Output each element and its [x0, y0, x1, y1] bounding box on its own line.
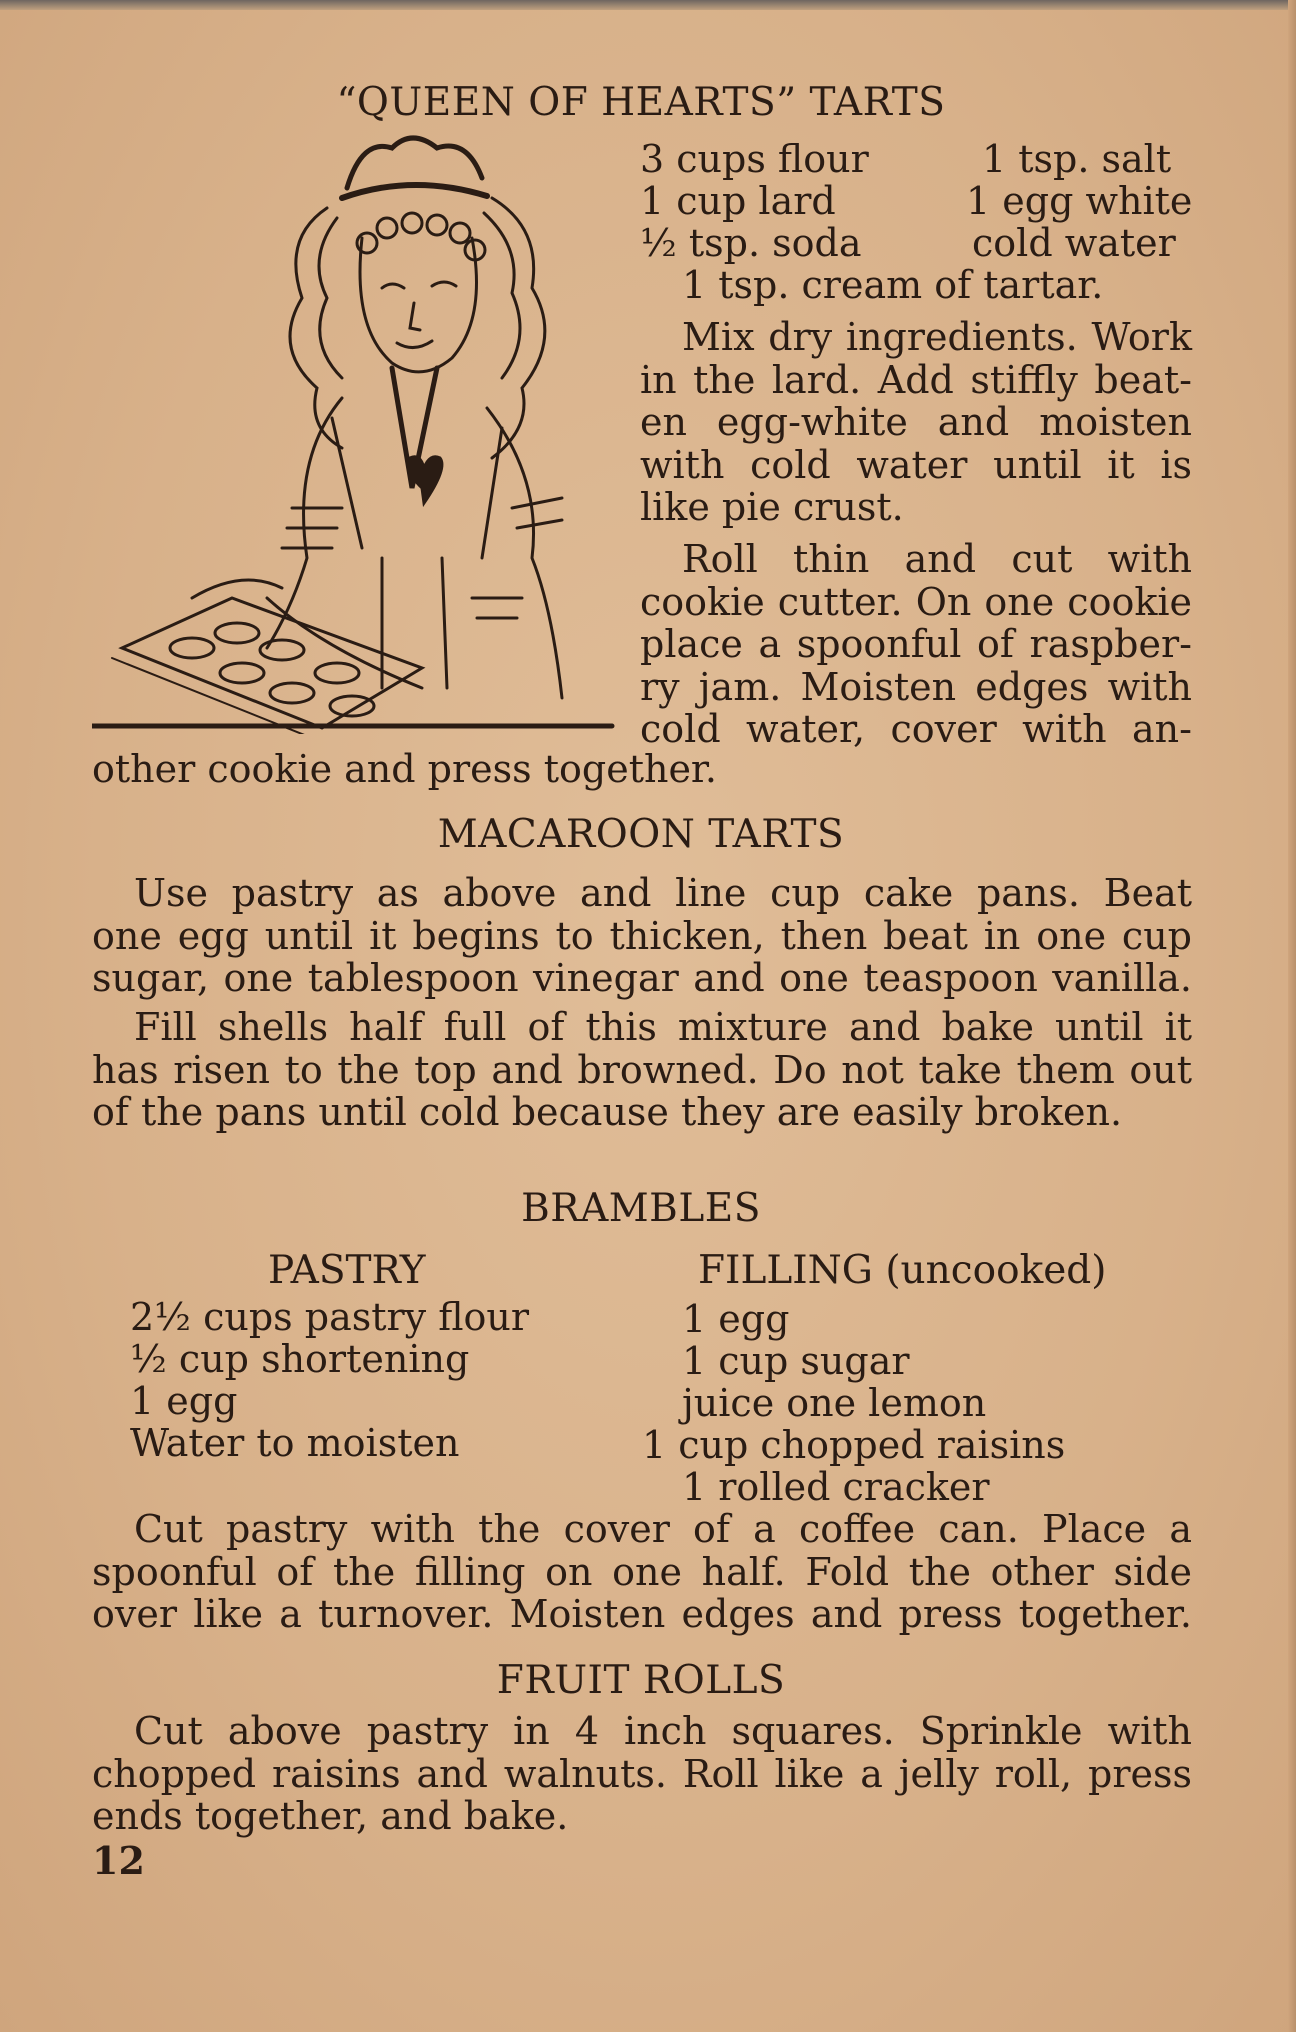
text-line: one egg until it begins to thicken, then beat in one cup — [92, 913, 1192, 958]
queen-ingredient: 1 tsp. salt — [982, 137, 1172, 181]
brambles-method — [92, 1508, 1192, 1636]
text-line: Use pastry as above and line cup cake pans. Beat — [134, 871, 1192, 915]
queen-ingredient: 3 cups flour — [640, 137, 869, 181]
macaroon-method-2 — [92, 1006, 1192, 1134]
text-line: cold water, cover with an- — [640, 707, 1192, 751]
brambles-title: BRAMBLES — [521, 1186, 761, 1231]
text-line: ry jam. Moisten edges with — [640, 664, 1192, 709]
filling-item: 1 cup sugar — [682, 1339, 910, 1383]
text-line: chopped raisins and walnuts. Roll like a jelly roll, press — [92, 1751, 1192, 1796]
queen-method-2 — [640, 538, 1192, 751]
queen-ingredient: 1 cup lard — [640, 179, 836, 223]
queen-of-hearts-illustration — [92, 128, 632, 734]
page-number: 12 — [92, 1838, 145, 1883]
fruit-rolls-method — [92, 1710, 1192, 1838]
queen-method-tail: other cookie and press together. — [92, 747, 717, 791]
pastry-item: Water to moisten — [130, 1421, 460, 1465]
text-line: sugar, one tablespoon vinegar and one teaspoon vanilla. — [92, 956, 1192, 1000]
text-line: like pie crust. — [640, 485, 904, 529]
text-line: of the pans until cold because they are easily broken. — [92, 1090, 1123, 1134]
queen-ingredient: ½ tsp. soda — [640, 221, 862, 265]
queen-method-1 — [640, 316, 1192, 529]
fruit-rolls-title: FRUIT ROLLS — [496, 1658, 786, 1703]
text-line: Roll thin and cut with — [682, 537, 1192, 581]
text-line: ends together, and bake. — [92, 1794, 569, 1838]
text-line: has risen to the top and browned. Do not take them out — [92, 1047, 1192, 1092]
queen-ingredient: 1 tsp. cream of tartar. — [682, 263, 1104, 307]
text-line: Mix dry ingredients. Work — [682, 315, 1192, 359]
pastry-item: ½ cup shortening — [130, 1337, 470, 1381]
queen-tarts-title: “QUEEN OF HEARTS” TARTS — [336, 80, 946, 125]
text-line: with cold water until it is — [640, 442, 1192, 487]
macaroon-method-1 — [92, 872, 1192, 1000]
text-line: Cut pastry with the cover of a coffee can. Place a — [134, 1507, 1192, 1551]
pastry-subtitle: PASTRY — [268, 1248, 426, 1293]
queen-ingredient: cold water — [972, 221, 1176, 265]
text-line: spoonful of the filling on one half. Fold the other side — [92, 1549, 1192, 1594]
filling-item: 1 rolled cracker — [682, 1465, 990, 1509]
page-top-edge — [0, 0, 1296, 10]
filling-item: juice one lemon — [682, 1381, 987, 1425]
text-line: Cut above pastry in 4 inch squares. Sprinkle with — [134, 1709, 1192, 1753]
text-line: Fill shells half full of this mixture and bake until it — [134, 1005, 1192, 1049]
text-line: cookie cutter. On one cookie — [640, 579, 1192, 624]
macaroon-title: MACAROON TARTS — [437, 812, 845, 857]
page-right-edge — [1288, 0, 1296, 2032]
text-line: in the lard. Add stiffly beat- — [640, 357, 1192, 402]
filling-item: 1 cup chopped raisins — [642, 1423, 1066, 1467]
text-line: place a spoonful of raspber- — [640, 622, 1192, 666]
pastry-item: 2½ cups pastry flour — [130, 1295, 530, 1339]
text-line: over like a turnover. Moisten edges and press together. — [92, 1592, 1192, 1636]
filling-item: 1 egg — [682, 1297, 790, 1341]
text-line: en egg-white and moisten — [640, 400, 1192, 444]
queen-ingredient: 1 egg white — [966, 179, 1193, 223]
pastry-item: 1 egg — [130, 1379, 238, 1423]
filling-subtitle: FILLING (uncooked) — [698, 1248, 1107, 1293]
